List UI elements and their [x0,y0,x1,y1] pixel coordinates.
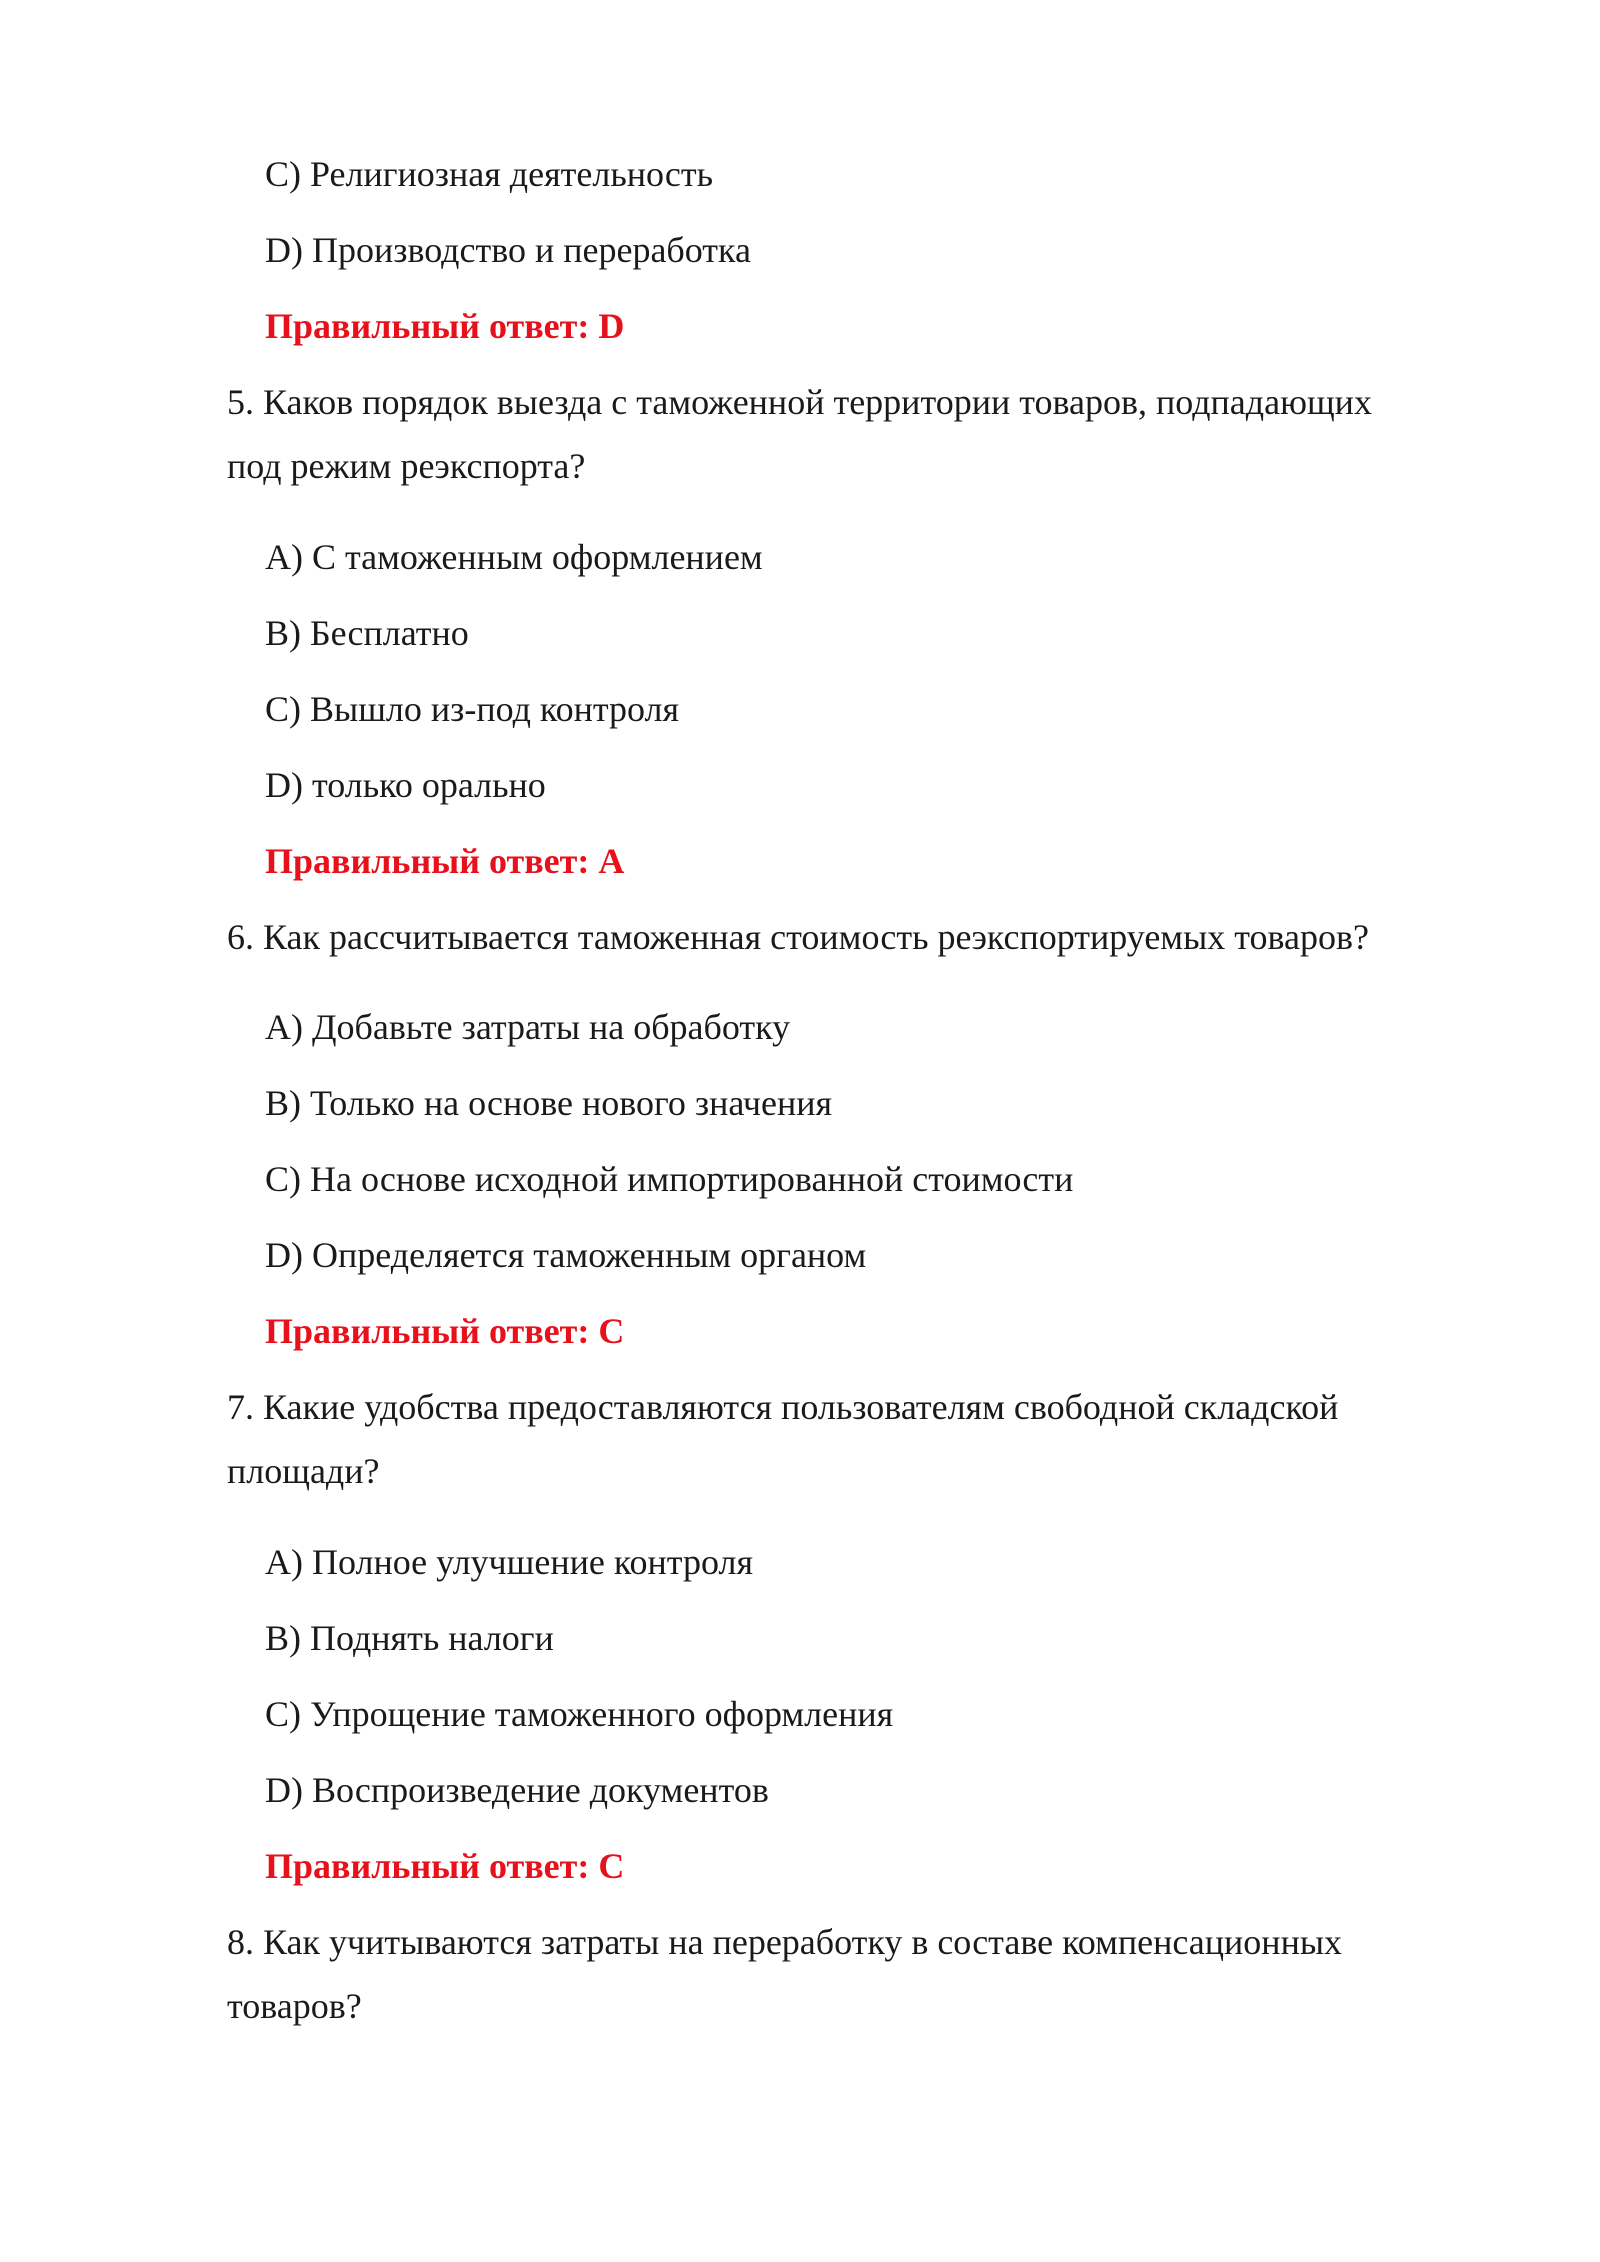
question-6-option-a: A) Добавьте затраты на обработку [265,1007,791,1047]
question-5-option-a: A) С таможенным оформлением [265,537,763,577]
question-6-option-b: B) Только на основе нового значения [265,1083,833,1123]
question-7-line-1: 7. Какие удобства предоставляются пользователям свободной складской [227,1387,1339,1427]
question-8-line-2: товаров? [227,1986,362,2026]
question-8-line-1: 8. Как учитываются затраты на переработку в составе компенсационных [227,1922,1343,1962]
question-5-option-d: D) только орально [265,765,546,805]
question-7-line-2: площади? [227,1451,380,1491]
prev-correct-answer: Правильный ответ: D [265,306,625,346]
question-6-option-c: C) На основе исходной импортированной стоимости [265,1159,1074,1199]
question-6-correct-answer: Правильный ответ: C [265,1311,625,1351]
question-5-option-b: B) Бесплатно [265,613,469,653]
question-7-option-a: A) Полное улучшение контроля [265,1542,754,1582]
question-6-option-d: D) Определяется таможенным органом [265,1235,867,1275]
prev-option-c: C) Религиозная деятельность [265,154,714,194]
question-5-line-1: 5. Каков порядок выезда с таможенной территории товаров, подпадающих [227,382,1372,422]
question-5-line-2: под режим реэкспорта? [227,446,586,486]
question-6-line-1: 6. Как рассчитывается таможенная стоимость реэкспортируемых товаров? [227,917,1370,957]
prev-option-d: D) Производство и переработка [265,230,751,270]
question-7-option-b: B) Поднять налоги [265,1618,554,1658]
question-5-correct-answer: Правильный ответ: A [265,841,625,881]
question-7-option-c: C) Упрощение таможенного оформления [265,1694,894,1734]
question-5-option-c: C) Вышло из-под контроля [265,689,680,729]
question-7-correct-answer: Правильный ответ: C [265,1846,625,1886]
question-7-option-d: D) Воспроизведение документов [265,1770,769,1810]
